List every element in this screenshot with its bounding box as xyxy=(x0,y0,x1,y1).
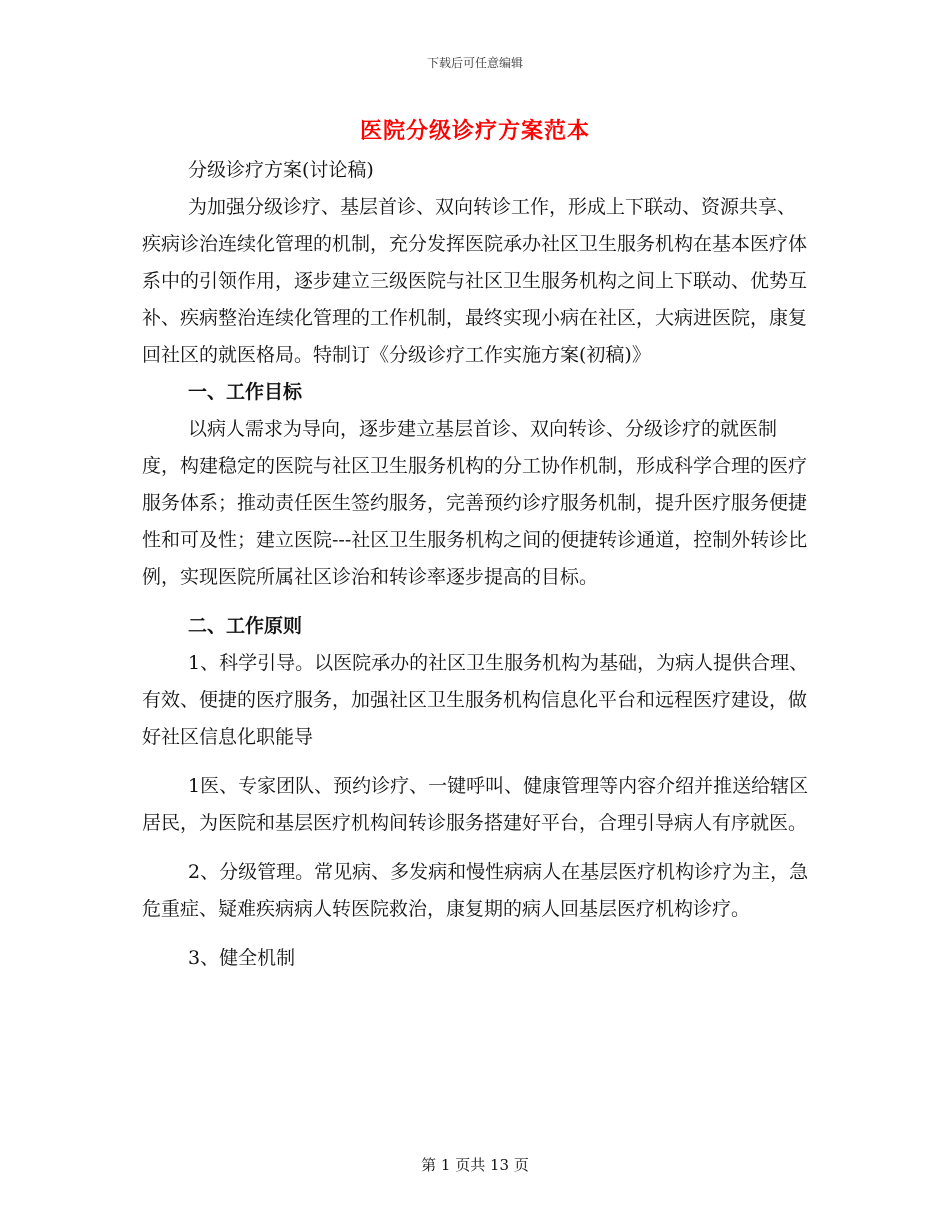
intro-paragraph: 为加强分级诊疗、基层首诊、双向转诊工作，形成上下联动、资源共享、疾病诊治连续化管理的机制，充分发挥医院承办社区卫生服务机构在基本医疗体系中的引领作用，逐步建立三级医院与社区卫生服务机构之间上下联动、优势互补、疾病整治连续化管理的工作机制，最终实现小病在社区，大病进医院，康复回社区的就医格局。特制订《分级诊疗工作实施方案(初稿)》 xyxy=(142,196,808,366)
principle-item-1-continued: 1医、专家团队、预约诊疗、一键呼叫、健康管理等内容介绍并推送给辖区居民，为医院和基层医疗机构间转诊服务搭建好平台，合理引导病人有序就医。 xyxy=(142,775,809,834)
principle-item-1: 1、科学引导。以医院承办的社区卫生服务机构为基础，为病人提供合理、有效、便捷的医疗服务，加强社区卫生服务机构信息化平台和远程医疗建设，做好社区信息化职能导 xyxy=(142,652,809,748)
document-title: 医院分级诊疗方案范本 xyxy=(359,118,590,144)
section-heading-principles: 二、工作原则 xyxy=(188,615,303,637)
section-heading-goals: 一、工作目标 xyxy=(188,381,303,403)
page-header-note: 下载后可任意编辑 xyxy=(426,56,523,70)
document-body xyxy=(142,152,814,977)
goals-paragraph: 以病人需求为导向，逐步建立基层首诊、双向转诊、分级诊疗的就医制度，构建稳定的医院与社区卫生服务机构的分工协作机制，形成科学合理的医疗服务体系；推动责任医生签约服务，完善预约诊疗服务机制，提升医疗服务便捷性和可及性；建立医院---社区卫生服务机构之间的便捷转诊通道，控制外转诊比例，实现医院所属社区诊治和转诊率逐步提高的目标。 xyxy=(142,418,808,588)
principle-item-3: 3、健全机制 xyxy=(188,947,296,969)
page-number: 第 1 页共 13 页 xyxy=(421,1156,529,1174)
principle-item-2: 2、分级管理。常见病、多发病和慢性病病人在基层医疗机构诊疗为主，急危重症、疑难疾病病人转医院救治，康复期的病人回基层医疗机构诊疗。 xyxy=(142,861,809,920)
document-subtitle: 分级诊疗方案(讨论稿) xyxy=(188,159,374,181)
